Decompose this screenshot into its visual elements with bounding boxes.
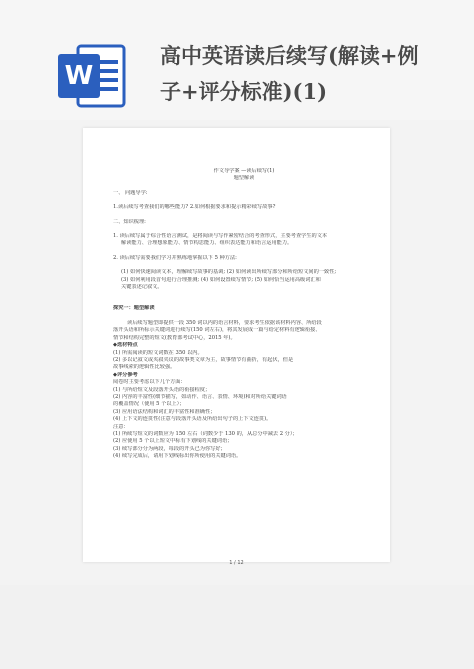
doc-line: (4) 上下文的连贯性(注意与段落开头语及所给出句子的上下文连贯)。: [113, 416, 272, 423]
doc-line: 读后续写题型即提供一段 350 词以内的语言材料，要求考生依据该材料内容、所给段: [127, 319, 322, 326]
title-line-2: 子+评分标准)(1): [160, 79, 328, 104]
doc-line: (1) 如何快速阅读文本，理解续写故事的基调; (2) 如何读出所续写部分和所给短文间的一致性;: [121, 269, 337, 276]
doc-line: ◆选材特点: [113, 342, 138, 349]
doc-heading: 作文导学案 —读后续写(1): [213, 168, 275, 174]
doc-line: (3) 应用语法结构和词汇的丰富性和准确性；: [113, 408, 216, 415]
doc-line: 一、 问题导学:: [113, 189, 148, 196]
doc-line: (3) 续写部分分为两段，每段的开头已为你写好；: [113, 445, 226, 452]
doc-line: 阅卷时主要考虑以下几个方面：: [113, 379, 186, 386]
doc-line: (2) 内容的丰富性(细节描写，如动作、语言、表情、环境)和对所给关键词语: [113, 393, 287, 400]
doc-line: 解读能力、合理想象能力、情节构思能力、组织表达能力和语言运用能力。: [121, 240, 293, 247]
document-body: [113, 168, 375, 461]
doc-line: (1) 所续写短文的词数应为 150 左右（词数少于 130 的，从总分中减去 2 分）；: [113, 430, 298, 437]
doc-line: (2) 多以记叙文或夹叙夹议的故事类文章为主，故事情节有曲折，有起伏，但是: [113, 356, 294, 363]
word-icon-letter: W: [64, 61, 94, 91]
doc-line: 的覆盖情况（使用 5 个以上）；: [113, 401, 185, 408]
doc-line: (4) 续写完成后，请用下划线标出你所使用的关键词语。: [113, 453, 242, 460]
doc-section-heading: 探究一：题型解读: [113, 305, 155, 312]
doc-subheading: 题型解读: [233, 175, 255, 182]
bottom-background: [0, 585, 474, 669]
doc-line: 1.读后续写考查我们的哪些能力? 2.如何根据要求和提示精彩续写故事?: [113, 204, 276, 211]
doc-line: 故事线索的逻辑性比较强。: [113, 364, 176, 371]
doc-line: 情节和结构完整的短文(教育部考试中心，2015 年)。: [113, 334, 236, 341]
page-number: 1 / 12: [229, 560, 244, 566]
header-banner: [0, 0, 474, 120]
word-document-icon: [56, 40, 128, 112]
doc-line: 二、知识梳理:: [113, 218, 146, 225]
doc-line: (3) 如何利用段首句进行合理推测; (4) 如何设置续写情节; (5) 如何恰当运用高级词汇和: [121, 276, 321, 283]
doc-line: ◆评分参考: [113, 371, 138, 378]
doc-line: (1) 与所给短文及段落开头语的衔接程度；: [113, 386, 211, 393]
doc-line: (1) 所需阅读的短文词数在 350 以内。: [113, 349, 203, 356]
title-line-1: 高中英语读后续写(解读+例: [160, 43, 419, 68]
doc-line: 1. 读后续写属于综合性语言测试，是将阅读与写作紧密结合的考查形式，主要考查学生的文本: [113, 233, 328, 240]
doc-line: (2) 应使用 5 个以上短文中标有下划线的关键词语；: [113, 438, 233, 445]
document-title[interactable]: [160, 38, 460, 110]
doc-line: 落开头语和所标示关键词进行续写(150 词左右)，将其发展成一篇与给定材料有逻辑衔接、: [113, 327, 321, 334]
doc-line: 注意：: [113, 423, 129, 430]
doc-line: 关键表述记叙文。: [121, 284, 163, 291]
doc-line: 2. 读后续写需要我们学习并熟练地掌握以下 5 种方法:: [113, 254, 237, 261]
